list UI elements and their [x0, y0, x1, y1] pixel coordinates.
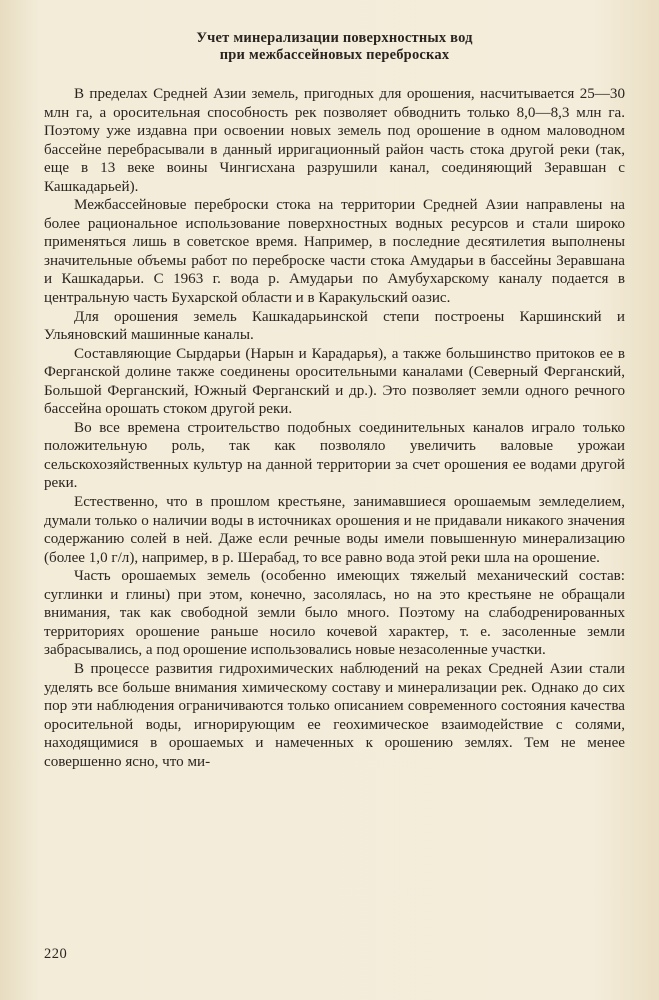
body-text [44, 85, 625, 771]
paragraph-7: Часть орошаемых земель (особенно имеющих тяжелый механический состав: суглинки и глины) при этом, конечно, засолялась, но на это крестьяне не обращали внимания, так как свободной земли было много. Поэтому на слабодренированных территориях орошение раньше носило кочевой характер, т. е. засоленные земли забрасывались, а под орошение использовались новые незасоленные участки. [44, 568, 625, 659]
page-number: 220 [44, 946, 68, 962]
paragraph-1: В пределах Средней Азии земель, пригодных для орошения, насчитывается 25—30 млн га, а оросительная способность рек позволяет обводнить только 8,0—8,3 млн га. Поэтому уже издавна при освоении новых земель под орошение в одном маловодном бассейне перебрасывали в данный ирригационный район часть стока другой реки (так, еще в 13 веке воины Чингисхана разрушили канал, соединяющий Зеравшан с Кашкадарьей). [44, 86, 625, 195]
paragraph-2: Межбассейновые переброски стока на территории Средней Азии направлены на более рациональное использование поверхностных водных ресурсов и стали широко применяться лишь в советское время. Например, в последние десятилетия выполнены значительные объемы работ по переброске части стока Амударьи в бассейны Зеравшана и Кашкадарьи. С 1963 г. вода р. Амударьи по Амубухарскому каналу подается в центральную часть Бухарской области и в Каракульский оазис. [44, 197, 625, 307]
paragraph-4: Составляющие Сырдарьи (Нарын и Карадарья), а также большинство притоков ее в Ферганской долине также соединены оросительными каналами (Северный Ферганский, Большой Ферганский, Южный Ферганский и др.). Это позволяет земли одного речного бассейна орошать стоком другой реки. [44, 345, 625, 418]
paragraph-8: В процессе развития гидрохимических наблюдений на реках Средней Азии стали уделять все больше внимания химическому составу и минерализации рек. Однако до сих пор эти наблюдения ограничиваются только описанием современного состояния качества оросительной воды, игнорирующим ее геохимическое взаимодействие с солями, находящимися в орошаемых и намеченных к орошению землях. Тем не менее совершенно ясно, что ми- [44, 660, 625, 770]
paragraph-3: Для орошения земель Кашкадарьинской степи построены Каршинский и Ульяновский машинные каналы. [44, 308, 625, 344]
section-title-line-2: при межбассейновых перебросках [219, 47, 450, 63]
paragraph-5: Во все времена строительство подобных соединительных каналов играло только положительную роль, так как позволяло увеличить валовые урожаи сельскохозяйственных культур на данной территории за счет орошения ее водами другой реки. [44, 419, 625, 492]
section-title-line-1: Учет минерализации поверхностных вод [196, 30, 473, 46]
paragraph-6: Естественно, что в прошлом крестьяне, занимавшиеся орошаемым земледелием, думали только о наличии воды в источниках орошения и не придавали никакого значения содержанию солей в ней. Даже если речные воды имели повышенную минерализацию (более 1,0 г/л), например, в р. Шерабад, то все равно вода этой реки шла на орошение. [44, 494, 625, 566]
section-title [44, 30, 625, 64]
